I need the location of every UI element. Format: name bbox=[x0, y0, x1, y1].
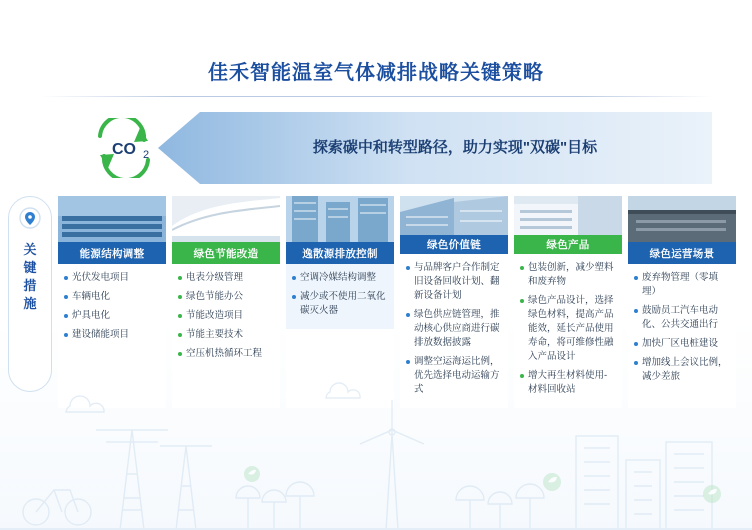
card-item: 加快厂区电桩建设 bbox=[634, 337, 730, 351]
co2-cycle-icon bbox=[78, 118, 170, 178]
card-item: 绿色产品设计，选择绿色材料，提高产品能效，延长产品使用寿命，将可维修性融入产品设计 bbox=[520, 294, 616, 364]
card-item: 绿色供应链管理，推动核心供应商进行碳排放数据披露 bbox=[406, 308, 502, 350]
card-item: 调整空运海运比例，优先选择电动运输方式 bbox=[406, 355, 502, 397]
card-caption: 绿色价值链 bbox=[400, 235, 508, 254]
banner bbox=[40, 112, 712, 184]
card-item: 车辆电化 bbox=[64, 290, 160, 304]
card-item: 节能改造项目 bbox=[178, 309, 274, 323]
card-body bbox=[286, 264, 394, 329]
card-item: 建设储能项目 bbox=[64, 328, 160, 342]
card-item: 增加线上会议比例，减少差旅 bbox=[634, 356, 730, 384]
card-caption: 绿色产品 bbox=[514, 235, 622, 254]
card-photo-product bbox=[514, 196, 622, 235]
title-divider bbox=[40, 96, 712, 97]
card-caption: 能源结构调整 bbox=[58, 242, 166, 264]
card-photo-retrofit bbox=[172, 196, 280, 242]
location-pin-icon bbox=[19, 207, 41, 229]
key-measures-char-3: 施 bbox=[23, 296, 37, 311]
card-caption: 逸散源排放控制 bbox=[286, 242, 394, 264]
key-measures-char-1: 键 bbox=[23, 260, 37, 275]
svg-text:2: 2 bbox=[142, 149, 150, 161]
key-measures-char-2: 措 bbox=[23, 278, 37, 293]
card-item: 绿色节能办公 bbox=[178, 290, 274, 304]
page-title-wrap bbox=[0, 56, 752, 85]
svg-text:CO: CO bbox=[112, 141, 136, 158]
card-body bbox=[58, 264, 166, 353]
card-photo-valuechain bbox=[400, 196, 508, 235]
card-item: 空调冷媒结构调整 bbox=[292, 271, 388, 285]
card-item: 电表分级管理 bbox=[178, 271, 274, 285]
card-item: 废弃物管理（零填埋） bbox=[634, 271, 730, 299]
card-item: 光伏发电项目 bbox=[64, 271, 160, 285]
card-item: 鼓励员工汽车电动化、公共交通出行 bbox=[634, 304, 730, 332]
card-caption: 绿色运营场景 bbox=[628, 242, 736, 264]
card-item: 减少或不使用二氧化碳灭火器 bbox=[292, 290, 388, 318]
card-item: 增大再生材料使用-材料回收站 bbox=[520, 369, 616, 397]
card-photo-energy bbox=[58, 196, 166, 242]
card-item: 炉具电化 bbox=[64, 309, 160, 323]
card-item: 空压机热循环工程 bbox=[178, 347, 274, 361]
card-photo-fugitive bbox=[286, 196, 394, 242]
background-skyline-illustration bbox=[0, 370, 752, 530]
card-item: 节能主要技术 bbox=[178, 328, 274, 342]
key-measures-char-0: 关 bbox=[23, 242, 37, 257]
key-measures-label bbox=[8, 196, 52, 392]
page-title: 佳禾智能温室气体减排战略关键策略 bbox=[208, 62, 544, 84]
card-item: 与品牌客户合作制定旧设备回收计划、翻新设备计划 bbox=[406, 261, 502, 303]
banner-text: 探索碳中和转型路径，助力实现"双碳"目标 bbox=[312, 139, 598, 156]
card-body bbox=[172, 264, 280, 372]
card-photo-operations bbox=[628, 196, 736, 242]
card-item: 包装创新，减少塑料和废弃物 bbox=[520, 261, 616, 289]
card-caption: 绿色节能改造 bbox=[172, 242, 280, 264]
